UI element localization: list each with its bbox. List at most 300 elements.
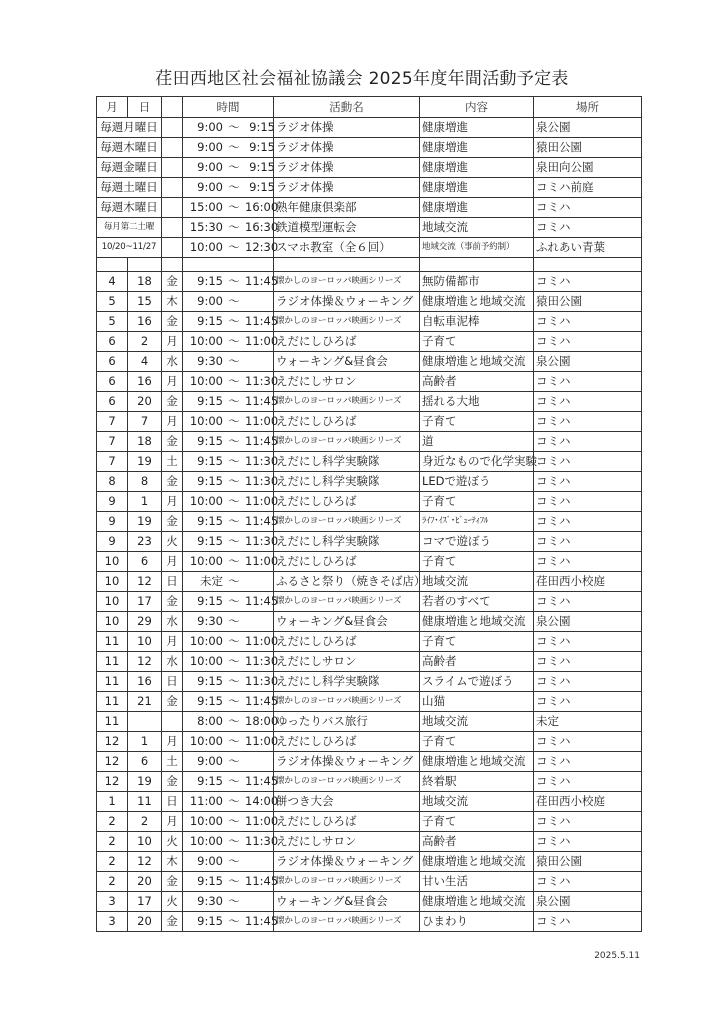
time-cell [183, 492, 279, 512]
day-cell: 1 [128, 492, 162, 512]
time-tilde: ～ [228, 534, 240, 548]
event-row [97, 752, 642, 772]
event-row [97, 512, 642, 532]
weekday-cell: 月 [162, 632, 183, 652]
header-weekday [162, 97, 183, 118]
content-cell: 無防備都市 [420, 272, 534, 292]
weekday-cell: 金 [162, 312, 183, 332]
month-cell: 2 [97, 832, 128, 852]
time-start: 9:15 [197, 454, 223, 468]
weekday-cell: 水 [162, 652, 183, 672]
time-cell [183, 472, 279, 492]
weekday-cell: 金 [162, 472, 183, 492]
time-start: 15:00 [189, 200, 223, 214]
activity-cell: 懐かしのヨーロッパ映画シリーズ [274, 912, 420, 932]
time-cell [183, 392, 279, 412]
activity-cell: ラジオ体操 [274, 178, 420, 198]
month-cell: 11 [97, 712, 128, 732]
event-row [97, 572, 642, 592]
place-cell: コミハ [534, 652, 642, 672]
time-cell [183, 912, 279, 932]
time-end: 11:30 [245, 454, 279, 468]
place-cell: コミハ [534, 872, 642, 892]
month-cell: 7 [97, 432, 128, 452]
time-tilde: ～ [228, 814, 240, 828]
month-cell: 1 [97, 792, 128, 812]
weekly-row [97, 158, 642, 178]
time-cell [183, 872, 279, 892]
event-row [97, 292, 642, 312]
time-end: 9:15 [249, 140, 275, 154]
event-row [97, 472, 642, 492]
place-cell: 泉公園 [534, 118, 642, 138]
time-end: 11:45 [245, 594, 279, 608]
activity-cell: えだにしサロン [274, 372, 420, 392]
activity-cell: ふるさと祭り（焼きそば店） [274, 572, 420, 592]
time-tilde: ～ [228, 794, 240, 808]
day-cell: 29 [128, 612, 162, 632]
activity-cell: 鉄道模型運転会 [274, 218, 420, 238]
time-tilde: ～ [228, 140, 240, 154]
event-row [97, 272, 642, 292]
time-start: 9:15 [197, 914, 223, 928]
time-start: 9:00 [197, 120, 223, 134]
weekday-cell: 火 [162, 892, 183, 912]
recurrence-cell: 毎週土曜日 [97, 178, 162, 198]
time-start: 9:00 [197, 754, 223, 768]
event-row [97, 912, 642, 932]
place-cell: コミハ [534, 198, 642, 218]
weekly-row [97, 118, 642, 138]
place-cell: 猿田公園 [534, 138, 642, 158]
time-cell [183, 238, 279, 258]
time-tilde: ～ [228, 474, 240, 488]
event-row [97, 372, 642, 392]
time-end: 11:30 [245, 674, 279, 688]
activity-cell: えだにし科学実験隊 [274, 472, 420, 492]
header-place: 場所 [534, 97, 642, 118]
content-cell: 地域交流 [420, 712, 534, 732]
place-cell: コミハ [534, 552, 642, 572]
time-cell [183, 692, 279, 712]
content-cell: 終着駅 [420, 772, 534, 792]
day-cell: 10 [128, 632, 162, 652]
activity-cell: えだにしひろば [274, 632, 420, 652]
place-cell: コミハ [534, 632, 642, 652]
month-cell: 2 [97, 872, 128, 892]
month-cell: 4 [97, 272, 128, 292]
time-start: 9:15 [197, 594, 223, 608]
time-start: 10:00 [189, 240, 223, 254]
time-cell [183, 272, 279, 292]
time-start: 9:15 [197, 314, 223, 328]
day-cell: 15 [128, 292, 162, 312]
content-cell: 健康増進 [420, 158, 534, 178]
content-cell: ひまわり [420, 912, 534, 932]
time-cell [183, 292, 274, 312]
time-tilde: ～ [228, 200, 240, 214]
header-activity: 活動名 [274, 97, 420, 118]
place-cell: 猿田公園 [534, 852, 642, 872]
content-cell: 高齢者 [420, 652, 534, 672]
event-row [97, 852, 642, 872]
weekday-cell: 月 [162, 492, 183, 512]
time-end: 11:30 [245, 534, 279, 548]
time-end: 9:15 [249, 120, 275, 134]
month-cell: 6 [97, 372, 128, 392]
weekday-cell [162, 118, 183, 138]
time-cell [183, 158, 274, 178]
event-row [97, 592, 642, 612]
content-cell: 高齢者 [420, 832, 534, 852]
time-cell [183, 332, 279, 352]
weekday-cell: 火 [162, 532, 183, 552]
weekly-row [97, 178, 642, 198]
month-cell: 5 [97, 312, 128, 332]
weekday-cell: 日 [162, 672, 183, 692]
time-tilde: ～ [228, 754, 240, 768]
day-cell: 10 [128, 832, 162, 852]
time-tilde: ～ [228, 394, 240, 408]
time-end: 11:30 [245, 834, 279, 848]
time-start: 9:00 [197, 854, 223, 868]
day-cell: 11 [128, 792, 162, 812]
weekly-row [97, 218, 642, 238]
place-cell: 泉公園 [534, 612, 642, 632]
month-cell: 12 [97, 752, 128, 772]
activity-cell: ラジオ体操＆ウォーキング [274, 292, 420, 312]
time-start: 9:15 [197, 394, 223, 408]
time-end: 12:30 [245, 240, 279, 254]
activity-cell: ゆったりバス旅行 [274, 712, 420, 732]
day-cell: 2 [128, 332, 162, 352]
day-cell: 18 [128, 272, 162, 292]
time-tilde: ～ [228, 874, 240, 888]
place-cell: コミハ [534, 272, 642, 292]
month-cell: 10 [97, 552, 128, 572]
time-end: 11:45 [245, 314, 279, 328]
time-cell [183, 452, 279, 472]
time-start: 9:00 [197, 140, 223, 154]
month-cell: 5 [97, 292, 128, 312]
recurrence-cell: 毎週木曜日 [97, 138, 162, 158]
weekday-cell: 日 [162, 572, 183, 592]
weekday-cell: 木 [162, 292, 183, 312]
time-start: 15:30 [189, 220, 223, 234]
empty-cell [183, 258, 274, 272]
weekday-cell [162, 218, 183, 238]
place-cell: コミハ [534, 812, 642, 832]
recurrence-cell: 毎週木曜日 [97, 198, 162, 218]
activity-cell: えだにしひろば [274, 552, 420, 572]
day-cell: 19 [128, 512, 162, 532]
content-cell: 子育て [420, 552, 534, 572]
place-cell: コミハ [534, 218, 642, 238]
header-content: 内容 [420, 97, 534, 118]
weekday-cell: 日 [162, 792, 183, 812]
activity-cell: ラジオ体操 [274, 118, 420, 138]
time-tilde: ～ [228, 414, 240, 428]
weekday-cell: 木 [162, 852, 183, 872]
month-cell: 12 [97, 772, 128, 792]
empty-cell [162, 258, 183, 272]
time-end: 11:45 [245, 874, 279, 888]
time-end: 11:00 [245, 494, 279, 508]
weekly-row [97, 238, 642, 258]
event-row [97, 412, 642, 432]
event-row [97, 532, 642, 552]
event-row [97, 632, 642, 652]
time-tilde: ～ [228, 614, 240, 628]
time-start: 9:00 [197, 180, 223, 194]
activity-cell: ラジオ体操 [274, 158, 420, 178]
place-cell: コミハ [534, 532, 642, 552]
recurrence-cell: 毎月第二土曜 [97, 218, 162, 238]
time-start: 9:15 [197, 874, 223, 888]
content-cell: 子育て [420, 492, 534, 512]
month-cell: 3 [97, 892, 128, 912]
time-start: 10:00 [189, 414, 223, 428]
recurrence-cell: 10/20~11/27 [97, 238, 162, 258]
page-title: 荏田西地区社会福祉協議会 2025年度年間活動予定表 [155, 69, 569, 89]
time-tilde: ～ [228, 434, 240, 448]
activity-cell: えだにしひろば [274, 332, 420, 352]
content-cell: 健康増進と地域交流 [420, 352, 534, 372]
time-cell [183, 752, 274, 772]
weekday-cell: 金 [162, 692, 183, 712]
day-cell: 17 [128, 592, 162, 612]
time-cell [183, 672, 279, 692]
activity-cell: えだにしひろば [274, 812, 420, 832]
time-cell [183, 832, 279, 852]
time-cell [183, 572, 274, 592]
time-start: 9:15 [197, 474, 223, 488]
header-time: 時間 [183, 97, 274, 118]
activity-cell: 懐かしのヨーロッパ映画シリーズ [274, 432, 420, 452]
weekday-cell: 金 [162, 912, 183, 932]
time-cell [183, 432, 279, 452]
date-stamp: 2025.5.11 [594, 951, 640, 961]
time-tilde: ～ [228, 854, 240, 868]
place-cell: コミハ [534, 592, 642, 612]
time-start: 9:15 [197, 694, 223, 708]
event-row [97, 552, 642, 572]
weekday-cell [162, 158, 183, 178]
weekday-cell [162, 198, 183, 218]
place-cell: コミハ [534, 472, 642, 492]
time-start: 10:00 [189, 334, 223, 348]
month-cell: 9 [97, 492, 128, 512]
month-cell: 7 [97, 452, 128, 472]
event-row [97, 332, 642, 352]
activity-cell: ラジオ体操＆ウォーキング [274, 852, 420, 872]
place-cell: コミハ [534, 492, 642, 512]
weekday-cell: 月 [162, 412, 183, 432]
activity-cell: えだにし科学実験隊 [274, 452, 420, 472]
content-cell: コマで遊ぼう [420, 532, 534, 552]
weekday-cell: 土 [162, 752, 183, 772]
place-cell: コミハ [534, 692, 642, 712]
month-cell: 11 [97, 692, 128, 712]
weekday-cell: 月 [162, 372, 183, 392]
time-end: 11:00 [245, 814, 279, 828]
empty-cell [97, 258, 128, 272]
day-cell: 12 [128, 852, 162, 872]
month-cell: 7 [97, 412, 128, 432]
event-row [97, 832, 642, 852]
time-start: 9:30 [197, 894, 223, 908]
month-cell: 6 [97, 352, 128, 372]
time-end: 11:30 [245, 474, 279, 488]
activity-cell: 懐かしのヨーロッパ映画シリーズ [274, 692, 420, 712]
time-tilde: ～ [228, 834, 240, 848]
content-cell: 自転車泥棒 [420, 312, 534, 332]
time-tilde: ～ [228, 240, 240, 254]
activity-cell: 餅つき大会 [274, 792, 420, 812]
time-tilde: ～ [228, 274, 240, 288]
content-cell: 子育て [420, 812, 534, 832]
weekday-cell: 金 [162, 392, 183, 412]
weekday-cell: 月 [162, 552, 183, 572]
content-cell: 道 [420, 432, 534, 452]
time-end: 9:15 [249, 180, 275, 194]
time-cell [183, 792, 279, 812]
event-row [97, 392, 642, 412]
event-row [97, 452, 642, 472]
month-cell: 2 [97, 852, 128, 872]
time-tilde: ～ [228, 594, 240, 608]
time-tilde: ～ [228, 514, 240, 528]
day-cell: 16 [128, 672, 162, 692]
empty-cell [274, 258, 420, 272]
time-tilde: ～ [228, 634, 240, 648]
activity-cell: 懐かしのヨーロッパ映画シリーズ [274, 272, 420, 292]
time-tilde: ～ [228, 120, 240, 134]
event-row [97, 812, 642, 832]
time-end: 11:45 [245, 274, 279, 288]
content-cell: 健康増進と地域交流 [420, 892, 534, 912]
activity-cell: スマホ教室（全６回） [274, 238, 420, 258]
place-cell: コミハ前庭 [534, 178, 642, 198]
time-start: 9:15 [197, 534, 223, 548]
time-end: 9:15 [249, 160, 275, 174]
day-cell: 20 [128, 872, 162, 892]
activity-cell: ウォーキング&昼食会 [274, 892, 420, 912]
event-row [97, 652, 642, 672]
weekday-cell: 金 [162, 272, 183, 292]
day-cell: 8 [128, 472, 162, 492]
time-tilde: ～ [228, 734, 240, 748]
time-end: 11:00 [245, 334, 279, 348]
day-cell: 1 [128, 732, 162, 752]
time-cell [183, 352, 274, 372]
time-start: 9:30 [197, 354, 223, 368]
place-cell: コミハ [534, 672, 642, 692]
empty-cell [128, 258, 162, 272]
place-cell: コミハ [534, 452, 642, 472]
time-tilde: ～ [228, 574, 240, 588]
weekly-row [97, 138, 642, 158]
activity-cell: 懐かしのヨーロッパ映画シリーズ [274, 312, 420, 332]
day-cell: 7 [128, 412, 162, 432]
weekday-cell: 月 [162, 732, 183, 752]
schedule-body [97, 118, 642, 932]
recurrence-cell: 毎週金曜日 [97, 158, 162, 178]
content-cell: 身近なもので化学実験 [420, 452, 534, 472]
time-cell [183, 812, 279, 832]
time-tilde: ～ [228, 894, 240, 908]
time-cell [183, 892, 274, 912]
month-cell: 3 [97, 912, 128, 932]
content-cell: 山猫 [420, 692, 534, 712]
time-start: 9:00 [197, 160, 223, 174]
time-cell [183, 592, 279, 612]
activity-cell: えだにしサロン [274, 652, 420, 672]
time-end: 11:45 [245, 694, 279, 708]
time-cell [183, 632, 279, 652]
time-start: 8:00 [197, 714, 223, 728]
time-start: 11:00 [189, 794, 223, 808]
month-cell: 11 [97, 632, 128, 652]
time-cell [183, 532, 279, 552]
time-cell [183, 512, 279, 532]
place-cell: コミハ [534, 912, 642, 932]
activity-cell: 懐かしのヨーロッパ映画シリーズ [274, 872, 420, 892]
time-cell [183, 198, 279, 218]
weekday-cell: 月 [162, 812, 183, 832]
month-cell: 10 [97, 572, 128, 592]
day-cell: 6 [128, 552, 162, 572]
weekday-cell [162, 238, 183, 258]
place-cell: 泉公園 [534, 892, 642, 912]
time-end: 11:45 [245, 434, 279, 448]
place-cell: ふれあい青葉 [534, 238, 642, 258]
time-cell [183, 772, 279, 792]
event-row [97, 732, 642, 752]
event-row [97, 872, 642, 892]
event-row [97, 692, 642, 712]
weekday-cell: 金 [162, 432, 183, 452]
time-start: 9:15 [197, 774, 223, 788]
day-cell: 2 [128, 812, 162, 832]
time-start: 9:00 [197, 294, 223, 308]
content-cell: 高齢者 [420, 372, 534, 392]
activity-cell: 熟年健康倶楽部 [274, 198, 420, 218]
month-cell: 6 [97, 332, 128, 352]
place-cell: 未定 [534, 712, 642, 732]
weekday-cell: 水 [162, 612, 183, 632]
activity-cell: えだにし科学実験隊 [274, 532, 420, 552]
day-cell: 17 [128, 892, 162, 912]
time-end: 16:00 [245, 200, 279, 214]
time-start: 9:15 [197, 674, 223, 688]
activity-cell: えだにしひろば [274, 412, 420, 432]
content-cell: 地域交流 [420, 572, 534, 592]
place-cell: コミハ [534, 832, 642, 852]
time-tilde: ～ [228, 354, 240, 368]
place-cell: コミハ [534, 752, 642, 772]
activity-cell: 懐かしのヨーロッパ映画シリーズ [274, 772, 420, 792]
month-cell: 8 [97, 472, 128, 492]
time-cell [183, 852, 274, 872]
month-cell: 2 [97, 812, 128, 832]
content-cell: 甘い生活 [420, 872, 534, 892]
header-row [97, 97, 642, 118]
day-cell: 16 [128, 372, 162, 392]
time-start: 10:00 [189, 834, 223, 848]
weekly-row [97, 198, 642, 218]
month-cell: 9 [97, 532, 128, 552]
